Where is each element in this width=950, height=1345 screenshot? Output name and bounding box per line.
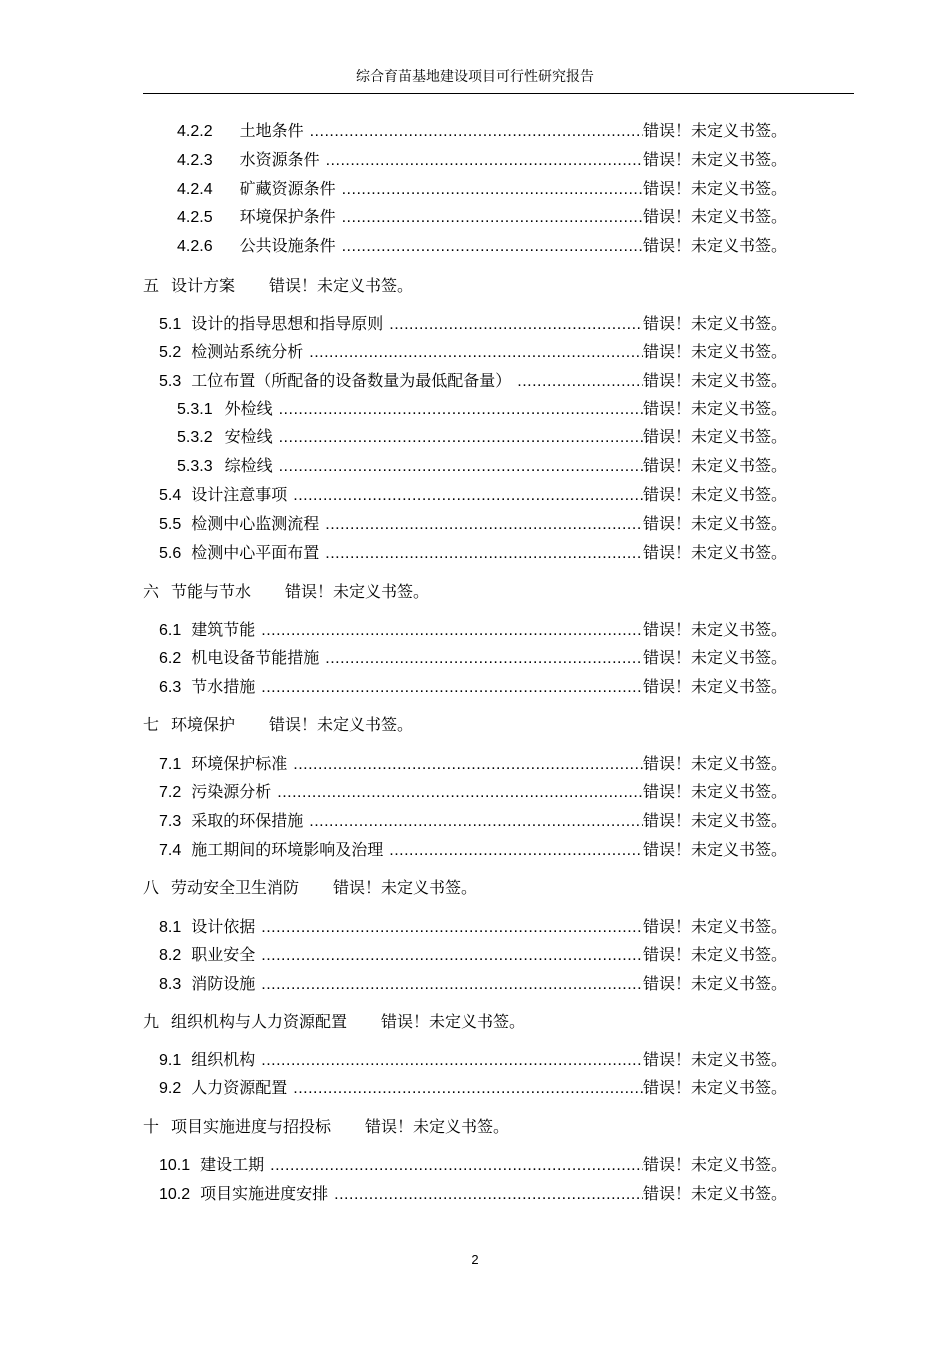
toc-entry[interactable] <box>159 674 787 697</box>
toc-error-text: 错误！未定义书签。 <box>642 840 787 859</box>
toc-entry-number: 8.2 <box>159 947 182 964</box>
toc-entry[interactable] <box>159 914 787 937</box>
toc-entry[interactable] <box>177 453 787 476</box>
toc-entry[interactable] <box>159 779 787 802</box>
toc-dot-leader <box>309 813 643 831</box>
toc-chapter-title: 节能与节水 <box>171 582 252 601</box>
toc-entry[interactable] <box>159 540 787 563</box>
toc-dot-leader <box>309 344 643 362</box>
toc-entry[interactable] <box>159 482 787 505</box>
toc-error-text: 错误！未定义书签。 <box>642 974 787 993</box>
toc-dot-leader <box>389 316 643 334</box>
toc-dot-leader <box>517 373 643 391</box>
toc-entry-number: 7.4 <box>159 842 182 859</box>
toc-entry-number: 5.4 <box>159 487 182 504</box>
toc-dot-leader <box>270 1157 643 1175</box>
toc-entry[interactable] <box>159 311 787 334</box>
toc-entry-number: 6.2 <box>159 650 182 667</box>
toc-error-text: 错误！未定义书签。 <box>642 121 787 140</box>
toc-entry[interactable] <box>159 1047 787 1070</box>
toc-chapter-number: 十 <box>143 1117 160 1136</box>
toc-error-text: 错误！未定义书签。 <box>269 276 414 295</box>
toc-entry-title: 建筑节能 <box>191 620 256 639</box>
toc-entry-number: 9.1 <box>159 1052 182 1069</box>
toc-entry-number: 5.5 <box>159 516 182 533</box>
toc-entry-number: 6.1 <box>159 622 182 639</box>
toc-error-text: 错误！未定义书签。 <box>642 399 787 418</box>
toc-entry-title: 检测站系统分析 <box>191 342 304 361</box>
toc-entry-number: 5.6 <box>159 545 182 562</box>
toc-entry[interactable] <box>159 511 787 534</box>
toc-dot-leader <box>342 238 643 256</box>
toc-entry-number: 5.2 <box>159 344 182 361</box>
toc-error-text: 错误！未定义书签。 <box>642 514 787 533</box>
toc-entry-number: 4.2.4 <box>177 181 213 198</box>
toc-error-text: 错误！未定义书签。 <box>642 236 787 255</box>
toc-entry-title: 综检线 <box>224 456 273 475</box>
toc-error-text: 错误！未定义书签。 <box>642 427 787 446</box>
toc-entry-title: 设计注意事项 <box>191 485 288 504</box>
toc-error-text: 错误！未定义书签。 <box>642 782 787 801</box>
toc-entry[interactable] <box>159 339 787 362</box>
toc-entry-title: 消防设施 <box>191 974 256 993</box>
toc-entry-number: 5.1 <box>159 316 182 333</box>
toc-chapter-title: 劳动安全卫生消防 <box>171 878 300 897</box>
toc-error-text: 错误！未定义书签。 <box>642 314 787 333</box>
toc-entry-title: 人力资源配置 <box>191 1078 288 1097</box>
toc-error-text: 错误！未定义书签。 <box>642 754 787 773</box>
toc-error-text: 错误！未定义书签。 <box>642 456 787 475</box>
toc-error-text: 错误！未定义书签。 <box>642 543 787 562</box>
toc-dot-leader <box>293 487 643 505</box>
toc-entry[interactable] <box>159 971 787 994</box>
toc-entry[interactable] <box>159 617 787 640</box>
toc-entry-number: 5.3.3 <box>177 458 213 475</box>
toc-dot-leader <box>261 947 643 965</box>
toc-dot-leader <box>261 1052 643 1070</box>
toc-entry[interactable] <box>159 645 787 668</box>
toc-entry[interactable] <box>177 204 787 227</box>
toc-error-text: 错误！未定义书签。 <box>642 371 787 390</box>
toc-entry[interactable] <box>159 1181 787 1204</box>
toc-chapter[interactable] <box>143 875 477 898</box>
toc-entry[interactable] <box>177 147 787 170</box>
toc-chapter[interactable] <box>143 1009 525 1032</box>
toc-entry-title: 检测中心监测流程 <box>191 514 320 533</box>
toc-entry-number: 4.2.6 <box>177 238 213 255</box>
toc-entry-title: 组织机构 <box>191 1050 256 1069</box>
toc-entry-number: 8.3 <box>159 976 182 993</box>
toc-entry[interactable] <box>159 942 787 965</box>
header-divider <box>143 93 854 94</box>
toc-error-text: 错误！未定义书签。 <box>642 677 787 696</box>
toc-entry-title: 矿藏资源条件 <box>239 179 336 198</box>
toc-entry-title: 工位布置（所配备的设备数量为最低配备量） <box>191 371 512 390</box>
toc-entry-number: 8.1 <box>159 919 182 936</box>
toc-error-text: 错误！未定义书签。 <box>642 207 787 226</box>
toc-entry-number: 4.2.5 <box>177 209 213 226</box>
toc-entry[interactable] <box>159 751 787 774</box>
toc-error-text: 错误！未定义书签。 <box>642 1078 787 1097</box>
toc-entry[interactable] <box>177 233 787 256</box>
toc-entry-title: 职业安全 <box>191 945 256 964</box>
toc-chapter-title: 环境保护 <box>171 715 236 734</box>
toc-entry-title: 环境保护条件 <box>239 207 336 226</box>
toc-dot-leader <box>325 650 643 668</box>
toc-entry-title: 节水措施 <box>191 677 256 696</box>
toc-entry-title: 施工期间的环境影响及治理 <box>191 840 384 859</box>
toc-error-text: 错误！未定义书签。 <box>642 485 787 504</box>
toc-error-text: 错误！未定义书签。 <box>365 1117 510 1136</box>
toc-dot-leader <box>293 756 643 774</box>
toc-entry[interactable] <box>159 808 787 831</box>
toc-entry[interactable] <box>177 176 787 199</box>
toc-error-text: 错误！未定义书签。 <box>642 342 787 361</box>
toc-dot-leader <box>325 545 643 563</box>
toc-dot-leader <box>261 919 643 937</box>
toc-entry-number: 7.2 <box>159 784 182 801</box>
toc-dot-leader <box>342 181 643 199</box>
toc-dot-leader <box>389 842 643 860</box>
toc-dot-leader <box>279 458 643 476</box>
toc-error-text: 错误！未定义书签。 <box>642 179 787 198</box>
toc-entry-title: 土地条件 <box>239 121 304 140</box>
toc-error-text: 错误！未定义书签。 <box>381 1012 526 1031</box>
toc-entry-title: 污染源分析 <box>191 782 272 801</box>
toc-error-text: 错误！未定义书签。 <box>642 945 787 964</box>
toc-entry-title: 采取的环保措施 <box>191 811 304 830</box>
toc-entry-number: 10.2 <box>159 1186 191 1203</box>
toc-entry-number: 10.1 <box>159 1157 191 1174</box>
toc-chapter-title: 项目实施进度与招投标 <box>171 1117 332 1136</box>
toc-error-text: 错误！未定义书签。 <box>333 878 478 897</box>
toc-chapter-number: 九 <box>143 1012 160 1031</box>
toc-entry-title: 公共设施条件 <box>239 236 336 255</box>
toc-entry-number: 4.2.2 <box>177 123 213 140</box>
toc-entry-number: 5.3 <box>159 373 182 390</box>
toc-dot-leader <box>310 123 643 141</box>
toc-entry-number: 7.3 <box>159 813 182 830</box>
toc-chapter[interactable] <box>143 712 413 735</box>
toc-entry-title: 设计依据 <box>191 917 256 936</box>
toc-entry-number: 9.2 <box>159 1080 182 1097</box>
toc-entry-title: 水资源条件 <box>239 150 320 169</box>
toc-dot-leader <box>261 679 643 697</box>
page-number: 2 <box>471 1252 479 1267</box>
toc-dot-leader <box>326 152 643 170</box>
toc-error-text: 错误！未定义书签。 <box>642 620 787 639</box>
toc-dot-leader <box>293 1080 643 1098</box>
toc-chapter-title: 设计方案 <box>171 276 236 295</box>
toc-error-text: 错误！未定义书签。 <box>642 1184 787 1203</box>
toc-error-text: 错误！未定义书签。 <box>269 715 414 734</box>
toc-entry[interactable] <box>159 837 787 860</box>
toc-entry-number: 6.3 <box>159 679 182 696</box>
toc-entry-title: 建设工期 <box>200 1155 265 1174</box>
toc-error-text: 错误！未定义书签。 <box>642 811 787 830</box>
toc-chapter-number: 六 <box>143 582 160 601</box>
toc-entry-number: 5.3.1 <box>177 401 213 418</box>
toc-error-text: 错误！未定义书签。 <box>285 582 430 601</box>
toc-entry-number: 4.2.3 <box>177 152 213 169</box>
toc-entry-title: 项目实施进度安排 <box>200 1184 329 1203</box>
toc-entry[interactable] <box>177 424 787 447</box>
toc-error-text: 错误！未定义书签。 <box>642 1050 787 1069</box>
toc-dot-leader <box>342 209 643 227</box>
toc-dot-leader <box>279 401 643 419</box>
toc-chapter-number: 五 <box>143 276 160 295</box>
toc-entry-number: 7.1 <box>159 756 182 773</box>
toc-entry-title: 检测中心平面布置 <box>191 543 320 562</box>
toc-dot-leader <box>261 976 643 994</box>
toc-chapter[interactable] <box>143 579 429 602</box>
toc-error-text: 错误！未定义书签。 <box>642 648 787 667</box>
toc-entry[interactable] <box>159 368 787 391</box>
toc-entry-title: 环境保护标准 <box>191 754 288 773</box>
toc-entry[interactable] <box>177 396 787 419</box>
toc-dot-leader <box>277 784 643 802</box>
toc-entry-title: 机电设备节能措施 <box>191 648 320 667</box>
toc-dot-leader <box>279 429 643 447</box>
toc-chapter-number: 八 <box>143 878 160 897</box>
toc-chapter-title: 组织机构与人力资源配置 <box>171 1012 348 1031</box>
toc-entry[interactable] <box>159 1075 787 1098</box>
toc-entry[interactable] <box>177 118 787 141</box>
document-title: 综合育苗基地建设项目可行性研究报告 <box>356 69 594 85</box>
toc-entry-title: 外检线 <box>224 399 273 418</box>
toc-entry[interactable] <box>159 1152 787 1175</box>
toc-entry-number: 5.3.2 <box>177 429 213 446</box>
toc-dot-leader <box>325 516 643 534</box>
toc-dot-leader <box>261 622 643 640</box>
toc-entry-title: 安检线 <box>224 427 273 446</box>
toc-entry-title: 设计的指导思想和指导原则 <box>191 314 384 333</box>
toc-chapter-number: 七 <box>143 715 160 734</box>
toc-dot-leader <box>334 1186 643 1204</box>
toc-chapter[interactable] <box>143 273 413 296</box>
toc-chapter[interactable] <box>143 1114 509 1137</box>
toc-error-text: 错误！未定义书签。 <box>642 150 787 169</box>
toc-error-text: 错误！未定义书签。 <box>642 1155 787 1174</box>
toc-error-text: 错误！未定义书签。 <box>642 917 787 936</box>
